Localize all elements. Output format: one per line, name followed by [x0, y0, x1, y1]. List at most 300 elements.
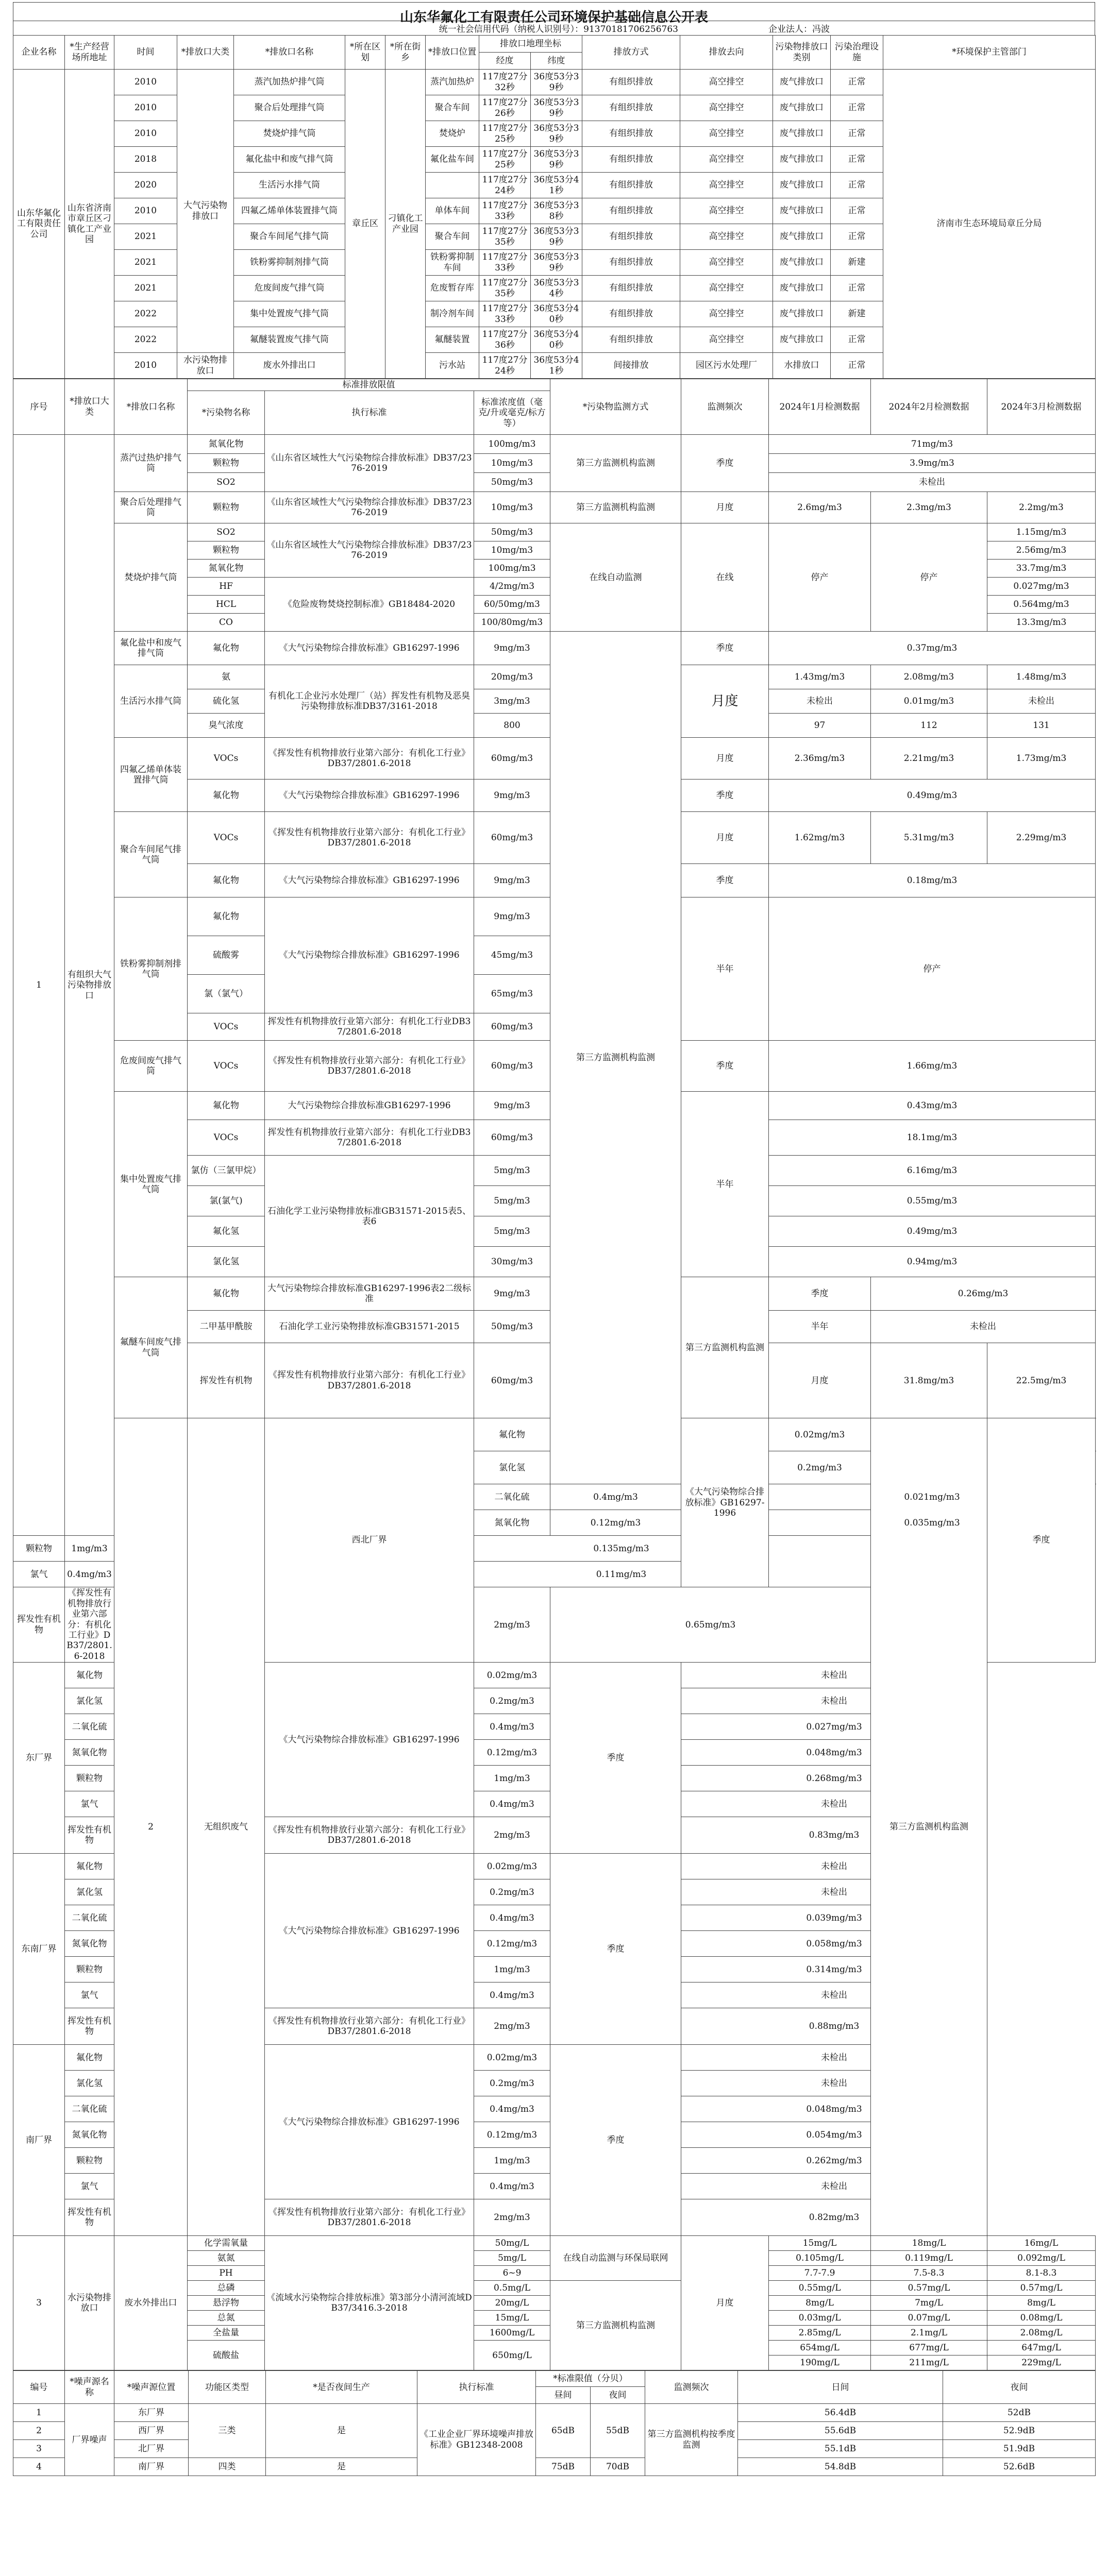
table-cell: 117度27分35秒	[479, 224, 531, 250]
table-cell: 9mg/m3	[474, 864, 550, 897]
table-cell: 氯气	[65, 2174, 114, 2199]
table-cell: 1.62mg/m3	[769, 812, 871, 864]
column-header: *排放口名称	[114, 379, 188, 435]
table-cell: 7.5-8.3	[871, 2266, 987, 2281]
table-cell: 0.18mg/m3	[769, 864, 1096, 897]
table-cell: 废气排放口	[773, 276, 831, 301]
column-header: 日间	[738, 2371, 943, 2404]
table-cell: 117度27分33秒	[479, 250, 531, 276]
table-cell: 0.12mg/m3	[550, 1510, 681, 1536]
table-cell: 季度	[681, 1041, 769, 1092]
column-header: 标准排放限值	[188, 379, 550, 391]
table-cell: 季度	[681, 864, 769, 897]
table-cell: 北厂界	[114, 2440, 189, 2458]
table-cell: 30mg/m3	[474, 1247, 550, 1277]
table-cell: 9mg/m3	[474, 1092, 550, 1120]
table-cell: 0.94mg/m3	[769, 1247, 1096, 1277]
table-cell: 有组织排放	[582, 250, 680, 276]
table-cell: 52.6dB	[943, 2458, 1096, 2476]
table-cell: 54.8dB	[738, 2458, 943, 2476]
table-cell: 7.7-7.9	[769, 2266, 871, 2281]
table-cell: 5mg/L	[474, 2251, 550, 2266]
table-cell: 1	[13, 2404, 65, 2422]
column-header: 排放口地理坐标	[479, 36, 582, 53]
table-cell: 月度	[681, 665, 769, 738]
table-cell: 0.01mg/m3	[871, 689, 987, 714]
table-cell: 117度27分35秒	[479, 276, 531, 301]
table-cell: 氯化氢	[65, 1879, 114, 1905]
outlet-name: 四氟乙烯单体装置排气筒	[114, 738, 188, 812]
table-cell: 有组织排放	[582, 276, 680, 301]
table-cell: 氟化盐中和废气排气筒	[234, 147, 345, 173]
table-cell: 是	[266, 2458, 417, 2476]
table-cell: 未检出	[769, 473, 1096, 492]
table-cell: 总磷	[188, 2281, 265, 2296]
table-cell: 挥发性有机物排放行业第六部分：有机化工行业DB37/2801.6-2018	[265, 1120, 474, 1156]
table-cell: 焚烧炉排气筒	[234, 121, 345, 147]
table-cell: 停产	[769, 897, 1096, 1041]
table-cell: 20mg/L	[474, 2296, 550, 2311]
table-cell: 氮氧化物	[474, 1510, 550, 1536]
table-cell: HCL	[188, 596, 265, 614]
table-cell: 正常	[831, 224, 883, 250]
table-cell: 800	[474, 714, 550, 738]
table-cell: 有组织排放	[582, 301, 680, 327]
table-cell: 5.31mg/m3	[871, 812, 987, 864]
table-cell: 0.4mg/m3	[550, 1484, 681, 1510]
table-cell: 氯化氢	[65, 1688, 114, 1714]
table-cell: 季度	[769, 1277, 871, 1311]
table-cell: 半年	[681, 897, 769, 1041]
table-cell: 聚合车间	[426, 224, 479, 250]
column-header: *排放口名称	[234, 36, 345, 70]
table-cell: 在线自动监测与环保局联网	[550, 2236, 681, 2281]
table-cell: 大气污染物排放口	[177, 70, 234, 353]
disclosure-page	[13, 0, 1095, 2476]
table-cell: 颗粒物	[65, 1766, 114, 1791]
table-cell: 0.262mg/m3	[681, 2148, 987, 2174]
table-cell: 36度53分39秒	[531, 147, 582, 173]
table-row	[13, 435, 1096, 454]
table-cell: 2021	[114, 250, 177, 276]
table-cell: 5mg/m3	[474, 1186, 550, 1216]
table-cell: 211mg/L	[871, 2355, 987, 2370]
noise-row	[13, 2458, 1096, 2476]
table-cell: 677mg/L	[871, 2341, 987, 2355]
table-cell: 52.9dB	[943, 2422, 1096, 2440]
table-cell: 制冷剂车间	[426, 301, 479, 327]
table-cell: 在线自动监测	[550, 523, 681, 632]
table-cell: 《大气污染物综合排放标准》GB16297-1996	[265, 897, 474, 1013]
table-cell: 氯气	[65, 1791, 114, 1817]
table-cell: 36度53分40秒	[531, 301, 582, 327]
table-cell: 0.37mg/m3	[769, 632, 1096, 665]
column-header: *所在区划	[345, 36, 385, 70]
table-cell: 36度53分41秒	[531, 353, 582, 379]
table-cell: 71mg/m3	[769, 435, 1096, 454]
table-cell: 2mg/m3	[474, 2008, 550, 2045]
table-cell: 13.3mg/m3	[987, 614, 1096, 632]
table-cell: 未检出	[987, 689, 1096, 714]
table-cell: 《挥发性有机物排放行业第六部分：有机化工行业》DB37/2801.6-2018	[265, 1817, 474, 1854]
table-cell: 50mg/L	[474, 2236, 550, 2251]
table-cell: 0.314mg/m3	[681, 1957, 987, 1982]
table-cell: 2.36mg/m3	[769, 738, 871, 779]
table-cell: 有组织排放	[582, 95, 680, 121]
outlet-name: 聚合后处理排气筒	[114, 492, 188, 523]
column-header: *排放口位置	[426, 36, 479, 70]
table-cell: 季度	[987, 1418, 1096, 1663]
table-cell: 4	[13, 2458, 65, 2476]
table-cell: 第三方监测机构监测	[550, 632, 681, 1484]
table-cell: 190mg/L	[769, 2355, 871, 2370]
table-cell: 化学需氧量	[188, 2236, 265, 2251]
table-cell: SO2	[188, 473, 265, 492]
table-cell: 高空排空	[680, 121, 773, 147]
table-cell: 氟化物	[188, 779, 265, 812]
table-cell: 60mg/m3	[474, 1013, 550, 1041]
table-cell: 4/2mg/m3	[474, 578, 550, 596]
table-cell: 颗粒物	[188, 492, 265, 523]
table-cell: 100mg/m3	[474, 435, 550, 454]
table-row	[13, 2236, 1096, 2251]
table-cell: 0.5mg/L	[474, 2281, 550, 2296]
header-row	[13, 2371, 1096, 2387]
table-cell: 氯化氢	[65, 2071, 114, 2096]
table-cell: 氨	[188, 665, 265, 689]
outlet-name: 废水外排出口	[114, 2236, 188, 2370]
table-cell: 第三方监测机构监测	[550, 2281, 681, 2370]
column-header: 企业名称	[13, 36, 65, 70]
table-cell: 1mg/m3	[65, 1536, 114, 1562]
table-cell: 1600mg/L	[474, 2326, 550, 2341]
table-cell: 0.092mg/L	[987, 2251, 1096, 2266]
table-cell: 2022	[114, 327, 177, 353]
table-cell: 3mg/m3	[474, 689, 550, 714]
table-cell: 高空排空	[680, 327, 773, 353]
outlet-name: 氟化盐中和废气排气筒	[114, 632, 188, 665]
table-cell: 总氮	[188, 2311, 265, 2326]
table-cell: 2.1mg/L	[871, 2326, 987, 2341]
table-cell: 东厂界	[114, 2404, 189, 2422]
table-cell: 未检出	[871, 1311, 1096, 1343]
table-cell: 大气污染物综合排放标准GB16297-1996	[265, 1092, 474, 1120]
table-cell: 季度	[681, 435, 769, 492]
table-cell: 未检出	[681, 1879, 987, 1905]
table-cell: 《挥发性有机物排放行业第六部分：有机化工行业》DB37/2801.6-2018	[65, 1587, 114, 1663]
table-cell: 0.43mg/m3	[769, 1092, 1096, 1120]
table-cell: 8mg/L	[987, 2296, 1096, 2311]
table-cell: 56.4dB	[738, 2404, 943, 2422]
legal-person-label: 企业法人：	[768, 24, 812, 35]
column-header: *污染物名称	[188, 391, 265, 435]
table-cell: 0.268mg/m3	[681, 1766, 987, 1791]
table-cell: 挥发性有机物	[65, 2008, 114, 2045]
column-header: 2024年3月检测数据	[987, 379, 1096, 435]
table-cell: 2mg/m3	[474, 1817, 550, 1854]
table-cell: 颗粒物	[188, 541, 265, 560]
table-cell: VOCs	[188, 1013, 265, 1041]
table-cell: 大气污染物综合排放标准GB16297-1996表2二级标准	[265, 1277, 474, 1311]
table-cell: 1.43mg/m3	[769, 665, 871, 689]
table-cell: 高空排空	[680, 301, 773, 327]
table-cell: 聚合车间	[426, 95, 479, 121]
table-cell: 36度53分38秒	[531, 198, 582, 224]
table-cell: 《山东省区域性大气污染物综合排放标准》DB37/2376-2019	[265, 523, 474, 578]
table-cell: 氯仿（三氯甲烷）	[188, 1156, 265, 1186]
table-cell: 3	[13, 2440, 65, 2458]
table-cell: 22.5mg/m3	[987, 1343, 1096, 1418]
column-header: *环境保护主管部门	[883, 36, 1096, 70]
table-cell: 36度53分39秒	[531, 70, 582, 95]
table-cell: 氮氧化物	[188, 560, 265, 578]
table-cell: 2018	[114, 147, 177, 173]
table-cell: 氟化物	[65, 1663, 114, 1688]
table-cell: 氟化物	[188, 1092, 265, 1120]
table-cell: 2mg/m3	[474, 2199, 550, 2236]
table-cell: 挥发性有机物	[188, 1343, 265, 1418]
table-cell: 废气排放口	[773, 121, 831, 147]
table-cell: 0.105mg/L	[769, 2251, 871, 2266]
table-cell: 季度	[681, 632, 769, 665]
table-cell: 氯化氢	[188, 1247, 265, 1277]
row-number: 3	[13, 2236, 65, 2370]
table-cell: 污水站	[426, 353, 479, 379]
table-cell: 园区污水处理厂	[680, 353, 773, 379]
table-cell: 高空排空	[680, 95, 773, 121]
table-cell: 废气排放口	[773, 95, 831, 121]
table-cell: 2mg/m3	[474, 1587, 550, 1663]
table-cell	[426, 173, 479, 198]
table-cell: 6.16mg/m3	[769, 1156, 1096, 1186]
noise-table	[13, 2370, 1096, 2476]
outlet-row	[13, 70, 1096, 95]
column-header: *生产经营场所地址	[65, 36, 114, 70]
table-cell: 0.03mg/L	[769, 2311, 871, 2326]
table-cell: 0.021mg/m3	[769, 1484, 1096, 1510]
table-cell: 氟化盐车间	[426, 147, 479, 173]
table-cell: 0.4mg/m3	[474, 2096, 550, 2122]
table-cell: 氯气	[65, 1982, 114, 2008]
table-cell: 9mg/m3	[474, 897, 550, 936]
outlet-name: 焚烧炉排气筒	[114, 523, 188, 632]
table-cell: 硫化氢	[188, 689, 265, 714]
table-cell: 2010	[114, 95, 177, 121]
table-cell: 在线	[681, 523, 769, 632]
table-cell: 高空排空	[680, 276, 773, 301]
table-cell: 0.027mg/m3	[681, 1714, 987, 1740]
table-cell: 有组织排放	[582, 147, 680, 173]
table-cell: 臭气浓度	[188, 714, 265, 738]
table-cell: 0.07mg/L	[871, 2311, 987, 2326]
table-cell: 氟化物	[188, 632, 265, 665]
table-cell: 未检出	[769, 689, 871, 714]
table-cell: 50mg/m3	[474, 473, 550, 492]
table-cell: 0.135mg/m3	[474, 1536, 769, 1562]
table-cell: 117度27分25秒	[479, 147, 531, 173]
table-cell: 未检出	[681, 1854, 987, 1879]
table-cell: 危废间废气排气筒	[234, 276, 345, 301]
column-header: *是否夜间生产	[266, 2371, 417, 2404]
table-cell: 0.4mg/m3	[474, 1982, 550, 2008]
table-cell: 112	[871, 714, 987, 738]
table-cell: 氯（氯气）	[188, 975, 265, 1013]
table-cell: 0.048mg/m3	[681, 2096, 987, 2122]
table-cell: 《大气污染物综合排放标准》GB16297-1996	[265, 864, 474, 897]
table-cell: 高空排空	[680, 147, 773, 173]
table-cell: 0.57mg/L	[987, 2281, 1096, 2296]
table-cell: 二氧化硫	[474, 1484, 550, 1510]
table-cell: 0.12mg/m3	[474, 1740, 550, 1766]
table-cell: 60mg/m3	[474, 738, 550, 779]
table-cell: 0.82mg/m3	[681, 2199, 987, 2236]
table-cell: 废气排放口	[773, 147, 831, 173]
table-cell: 半年	[769, 1311, 871, 1343]
table-cell: 第三方监测机构按季度监测	[645, 2404, 738, 2476]
table-cell: 0.49mg/m3	[769, 1216, 1096, 1247]
table-cell: 有机化工企业污水处理厂（站）挥发性有机物及恶臭污染物排放标准DB37/3161-2018	[265, 665, 474, 738]
table-cell: 水排放口	[773, 353, 831, 379]
outlet-name: 危废间废气排气筒	[114, 1041, 188, 1092]
table-cell: 未检出	[681, 2045, 987, 2071]
table-cell: 挥发性有机物	[13, 1587, 65, 1663]
table-cell: 9mg/m3	[474, 779, 550, 812]
table-cell: 正常	[831, 70, 883, 95]
outlet-category: 水污染物排放口	[65, 2236, 114, 2370]
table-cell: 5mg/m3	[474, 1156, 550, 1186]
table-cell: 2010	[114, 70, 177, 95]
column-header: *噪声源名称	[65, 2371, 114, 2404]
table-cell: 是	[266, 2404, 417, 2458]
table-cell: 0.57mg/L	[871, 2281, 987, 2296]
table-cell: 正常	[831, 95, 883, 121]
table-cell: 《危险废物焚烧控制标准》GB18484-2020	[265, 578, 474, 632]
table-cell: 水污染物排放口	[177, 353, 234, 379]
table-cell: HF	[188, 578, 265, 596]
table-cell: 0.035mg/m3	[769, 1510, 1096, 1536]
table-cell: 9mg/m3	[474, 632, 550, 665]
outlet-name: 生活污水排气筒	[114, 665, 188, 738]
table-cell: 氯气	[13, 1562, 65, 1587]
table-cell: 0.49mg/m3	[769, 779, 1096, 812]
column-header: *标准限值（分贝）	[536, 2371, 645, 2387]
noise-row	[13, 2404, 1096, 2422]
column-header: 2024年1月检测数据	[769, 379, 871, 435]
table-cell: 0.2mg/m3	[474, 1688, 550, 1714]
table-cell: 650mg/L	[474, 2341, 550, 2370]
table-cell: 停产	[871, 523, 987, 632]
table-cell: 36度53分39秒	[531, 250, 582, 276]
table-cell: 《大气污染物综合排放标准》GB16297-1996	[265, 779, 474, 812]
table-cell: 2.85mg/L	[769, 2326, 871, 2341]
table-cell: 单体车间	[426, 198, 479, 224]
credit-code-value: 91370181706256763	[583, 24, 678, 35]
table-cell: 2.29mg/m3	[987, 812, 1096, 864]
table-cell: 2.08mg/m3	[871, 665, 987, 689]
table-cell: 60/50mg/m3	[474, 596, 550, 614]
table-cell: 55.1dB	[738, 2440, 943, 2458]
table-cell: 2021	[114, 276, 177, 301]
table-cell: 聚合车间尾气排气筒	[234, 224, 345, 250]
table-cell: 10mg/m3	[474, 492, 550, 523]
table-cell: 0.2mg/m3	[474, 2071, 550, 2096]
table-cell: 氟化物	[188, 864, 265, 897]
table-cell: 挥发性有机物	[65, 2199, 114, 2236]
table-cell: 废气排放口	[773, 198, 831, 224]
table-cell: 未检出	[681, 2071, 987, 2096]
table-cell: 南厂界	[114, 2458, 189, 2476]
table-cell: 2020	[114, 173, 177, 198]
table-cell: 正常	[831, 276, 883, 301]
column-header: 功能区类型	[189, 2371, 266, 2404]
table-cell: 新建	[831, 250, 883, 276]
outlet-name: 蒸汽过热炉排气筒	[114, 435, 188, 492]
table-cell: 3.9mg/m3	[769, 454, 1096, 473]
table-cell: 集中处置废气排气筒	[234, 301, 345, 327]
table-cell: 季度	[550, 1663, 681, 1854]
table-cell: 氨氮	[188, 2251, 265, 2266]
table-cell: 高空排空	[680, 250, 773, 276]
table-cell: 0.564mg/m3	[987, 596, 1096, 614]
table-cell: 氟醚装置废气排气筒	[234, 327, 345, 353]
table-cell: 75dB	[536, 2458, 591, 2476]
outlet-info-table	[13, 35, 1096, 379]
table-cell: 硫酸雾	[188, 936, 265, 975]
table-cell: 未检出	[681, 1663, 987, 1688]
table-cell: 季度	[681, 779, 769, 812]
outlet-category: 无组织废气	[188, 1418, 265, 2236]
table-cell: 废气排放口	[773, 224, 831, 250]
table-cell: VOCs	[188, 1120, 265, 1156]
table-cell: VOCs	[188, 738, 265, 779]
table-cell: 高空排空	[680, 173, 773, 198]
table-cell: 氟醚装置	[426, 327, 479, 353]
column-header: 时间	[114, 36, 177, 70]
table-cell: 季度	[550, 2045, 681, 2236]
row-number: 2	[114, 1418, 188, 2236]
table-cell: PH	[188, 2266, 265, 2281]
row-number: 1	[13, 435, 65, 1536]
table-cell: VOCs	[188, 1041, 265, 1092]
table-cell: 废气排放口	[773, 327, 831, 353]
table-cell: 挥发性有机物	[65, 1817, 114, 1854]
column-header: 执行标准	[265, 391, 474, 435]
table-cell: 2.2mg/m3	[987, 492, 1096, 523]
table-cell: 正常	[831, 173, 883, 198]
table-cell: 55.6dB	[738, 2422, 943, 2440]
table-cell: 0.4mg/m3	[474, 2174, 550, 2199]
table-cell: 1mg/m3	[474, 1766, 550, 1791]
table-cell: 硫酸盐	[188, 2341, 265, 2370]
table-cell: 0.55mg/L	[769, 2281, 871, 2296]
table-cell: 654mg/L	[769, 2341, 871, 2355]
table-cell: 高空排空	[680, 70, 773, 95]
table-cell: 未检出	[681, 1791, 987, 1817]
table-cell: 18mg/L	[871, 2236, 987, 2251]
table-cell: 20mg/m3	[474, 665, 550, 689]
table-cell: 《大气污染物综合排放标准》GB16297-1996	[265, 632, 474, 665]
table-cell: 全盐量	[188, 2326, 265, 2341]
table-cell: 正常	[831, 147, 883, 173]
table-cell: 50mg/m3	[474, 523, 550, 541]
table-cell: 停产	[769, 523, 871, 632]
table-cell: 1.73mg/m3	[987, 738, 1096, 779]
table-cell: 1mg/m3	[474, 2148, 550, 2174]
table-cell: 0.26mg/m3	[871, 1277, 1096, 1311]
table-cell: 18.1mg/m3	[769, 1120, 1096, 1156]
table-cell: 50mg/m3	[474, 1311, 550, 1343]
table-cell: 70dB	[591, 2458, 645, 2476]
